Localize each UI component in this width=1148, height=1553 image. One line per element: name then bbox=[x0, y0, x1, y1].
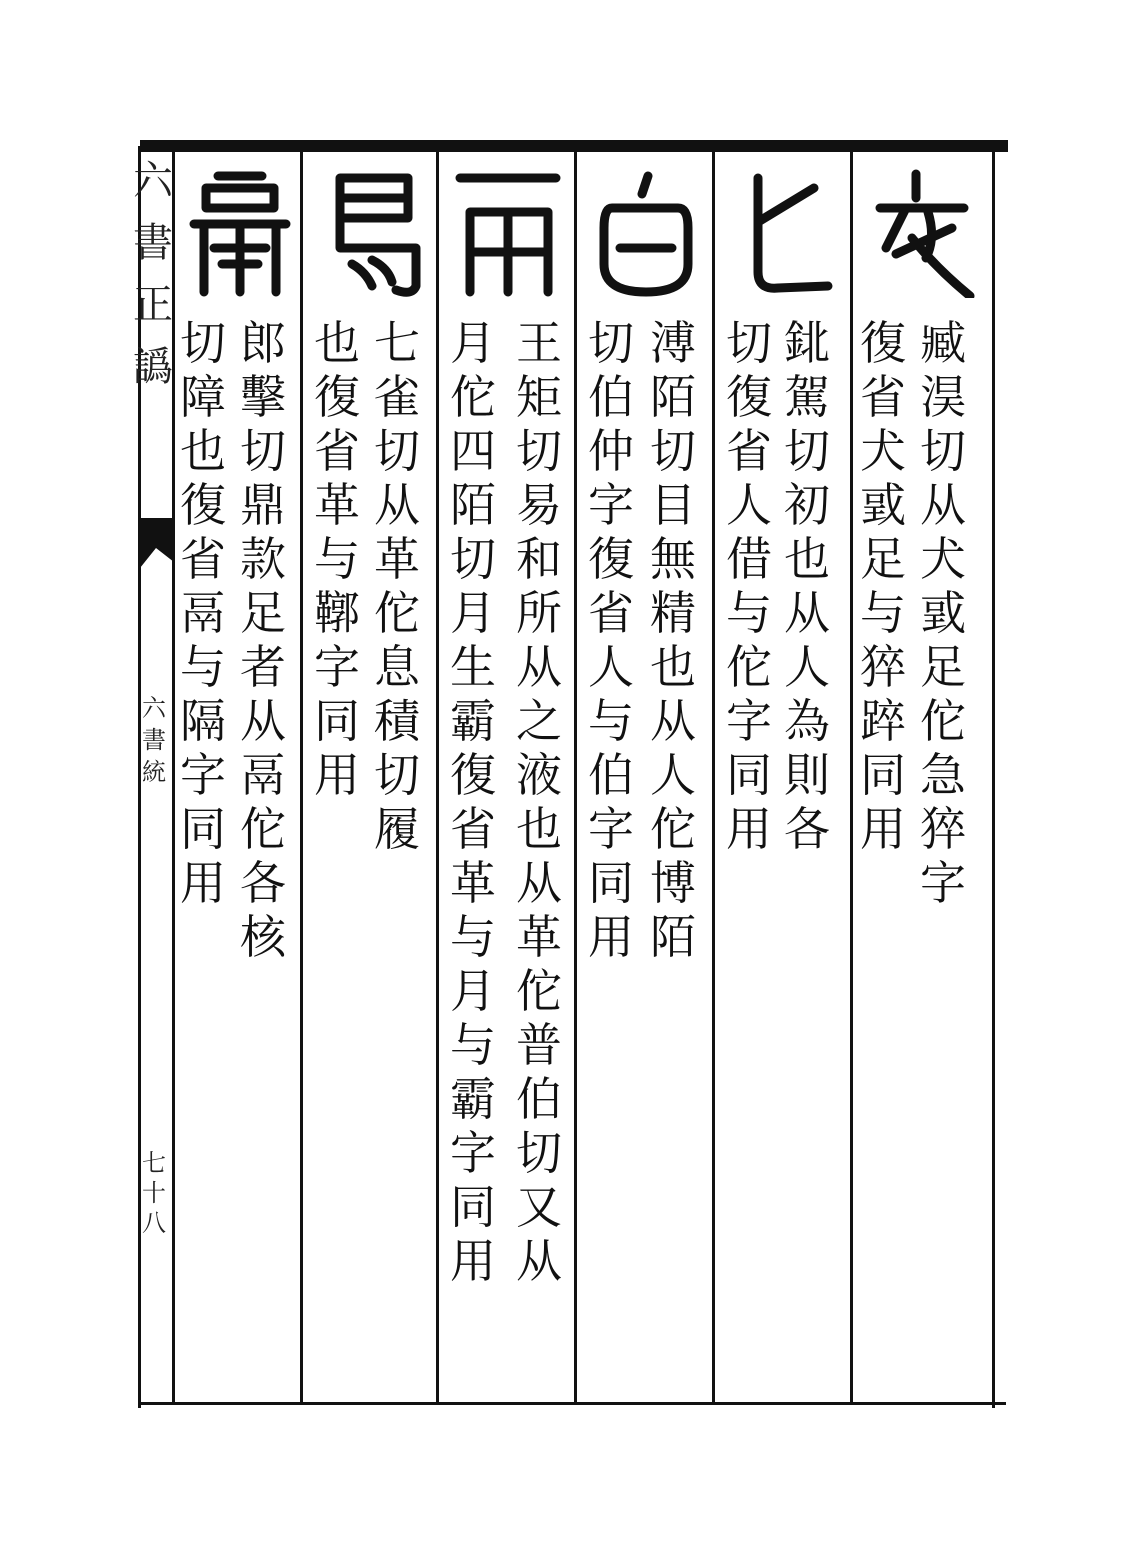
entry-text-line: 切障也復省鬲与隔字同用 bbox=[180, 316, 226, 910]
entry-text-line: 鉳駕切初也从人為則各 bbox=[784, 316, 830, 856]
column-divider bbox=[850, 150, 853, 1404]
bottom-border bbox=[140, 1402, 1006, 1405]
page-number: 七十八 bbox=[142, 1149, 166, 1237]
seal-character bbox=[452, 168, 564, 298]
entry-text-line: 臧淏切从犬戜足佗急猝字 bbox=[920, 316, 966, 910]
seal-character bbox=[866, 168, 978, 298]
seal-character bbox=[728, 168, 840, 298]
book-title: 六書正譌 bbox=[133, 158, 173, 390]
seal-character bbox=[590, 168, 702, 298]
entry-text-line: 王矩切易和所从之液也从革佗普伯切又从 bbox=[516, 316, 562, 1288]
column-divider bbox=[574, 150, 577, 1404]
seal-character bbox=[184, 168, 296, 298]
entry-text-line: 月佗四陌切月生霸復省革与月与霸字同用 bbox=[450, 316, 496, 1288]
entry-text-line: 郎擊切鼎款足者从鬲佗各核 bbox=[240, 316, 286, 964]
entry-text-line: 切復省人借与佗字同用 bbox=[726, 316, 772, 856]
entry-text-line: 七雀切从革佗息積切履 bbox=[374, 316, 420, 856]
volume-label: 六書統 bbox=[142, 694, 166, 786]
fishtail-mark-icon bbox=[140, 518, 172, 568]
entry-text-line: 復省犬戜足与猝踤同用 bbox=[860, 316, 906, 856]
column-divider bbox=[300, 150, 303, 1404]
column-divider bbox=[712, 150, 715, 1404]
seal-character bbox=[316, 168, 428, 298]
entry-text-line: 切伯仲字復省人与伯字同用 bbox=[588, 316, 634, 964]
right-border bbox=[992, 146, 995, 1408]
entry-text-line: 溥陌切目無精也从人佗博陌 bbox=[650, 316, 696, 964]
column-divider bbox=[436, 150, 439, 1404]
entry-text-line: 也復省革与鞹字同用 bbox=[314, 316, 360, 802]
